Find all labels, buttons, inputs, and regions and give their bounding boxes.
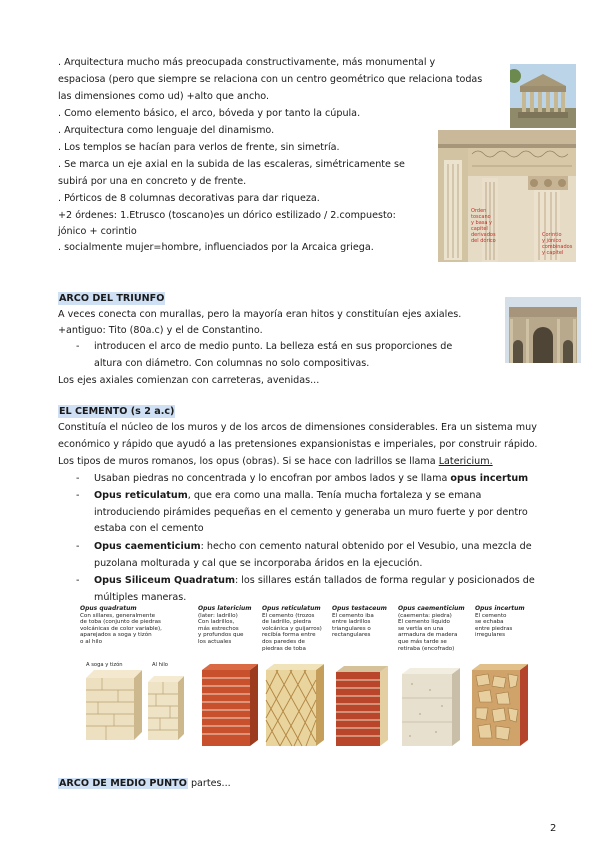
text-line: puzolana molturada y cal que se incorporaba áridos en la ejecución.: [94, 558, 423, 569]
classical-orders-figure: [438, 130, 576, 262]
opus-types-figure: [80, 604, 535, 752]
opus-latericium-illustration: [202, 664, 258, 746]
opus-caption: Opus testaceum El cemento iba entre ladrillos triangulares o rectangulares: [332, 605, 387, 639]
text-line: . Como elemento básico, el arco, bóveda y por tanto la cúpula.: [58, 108, 361, 119]
opus-reticulatum-illustration: [266, 664, 324, 746]
opus-caementicium-illustration: [402, 668, 460, 746]
text-line: . Se marca un eje axial en la subida de las escaleras, simétricamente se: [58, 159, 405, 170]
bullet-dash: -: [76, 341, 80, 352]
section-heading-arco-medio-punto: ARCO DE MEDIO PUNTO: [59, 778, 187, 789]
text-line: Constituía el núcleo de los muros y de los arcos de dimensiones considerables. Era un sistema muy: [58, 422, 537, 433]
opus-caption: Opus quadratum Con sillares, generalmente de toba (conjunto de piedras volcánicas de color variable), aparejados a soga y tizón o al hilo: [80, 605, 162, 645]
opus-quadratum-illustration: [86, 661, 184, 740]
opus-caption: Opus incertum El cemento se echaba entre piedras irregulares: [475, 605, 525, 639]
text-line: Opus caementicium: hecho con cemento natural obtenido por el Vesubio, una mezcla de: [94, 541, 532, 552]
opus-caption: Opus reticulatum El cemento (trozos de ladrillo, piedra volcánica y guijarros) recibía forma entre dos paredes de piedras de toba: [262, 605, 322, 652]
text-line: . Arquitectura mucho más preocupada constructivamente, más monumental y: [58, 57, 436, 68]
text-line: A veces conecta con murallas, pero la mayoría eran hitos y constituían ejes axiales.: [58, 309, 462, 320]
triumphal-arch-photo: [505, 297, 581, 363]
text-line: . Los templos se hacían para verlos de frente, sin simetría.: [58, 142, 340, 153]
text-line: estaba con el cemento: [94, 523, 204, 534]
page-number: 2: [550, 823, 557, 834]
text-line: +2 órdenes: 1.Etrusco (toscano)es un dórico estilizado / 2.compuesto:: [58, 210, 396, 221]
text-line: subirá por una en concreto y de frente.: [58, 176, 247, 187]
text-line: económico y rápido que ayudó a las pretensiones expansionistas e imperiales, por construir rápido.: [58, 439, 538, 450]
text-line: Usaban piedras no concentrada y lo encofran por ambos lados y se llama opus incertum: [94, 473, 529, 484]
opus-caption: Opus latericium (later: ladrillo) Con ladrillos, más estrechos y profundos que los actuales: [198, 605, 252, 645]
latericium-term: Latericium.: [438, 456, 493, 467]
roman-temple-photo: [510, 64, 576, 128]
bullet-dash: -: [76, 575, 80, 586]
opus-caption: Opus caementicium (caementa: piedra) El cemento líquido se vertía en una armadura de madera que más tarde se retiraba (encofrado): [398, 605, 465, 652]
text-line: las dimensiones como ud) +alto que ancho.: [58, 91, 270, 102]
text-line: . Arquitectura como lenguaje del dinamismo.: [58, 125, 275, 136]
text-line: altura con diámetro. Con columnas no solo compositivas.: [94, 358, 370, 369]
compuesto-label: Corintio y jónico combinados y capitel: [542, 232, 573, 256]
bullet-dash: -: [76, 490, 80, 501]
soga-tizon-tag: A soga y tizón: [86, 662, 123, 668]
text-line: introducen el arco de medio punto. La belleza está en sus proporciones de: [94, 341, 453, 352]
text-line: Opus reticulatum, que era como una malla. Tenía mucha fortaleza y se emana: [94, 490, 482, 501]
bullet-dash: -: [76, 541, 80, 552]
section-heading-cemento: EL CEMENTO (s 2 a.c): [59, 406, 175, 417]
text-line: Opus Siliceum Quadratum: los sillares están tallados de forma regular y posicionados de: [94, 575, 535, 586]
bullet-dash: -: [76, 473, 80, 484]
section-heading-arco-triunfo: ARCO DEL TRIUNFO: [59, 293, 165, 304]
text-line: . Pórticos de 8 columnas decorativas para dar riqueza.: [58, 193, 320, 204]
text-line: introduciendo pirámides pequeñas en el cemento y generaba un muro fuerte y por dentro: [94, 507, 528, 518]
text-line: jónico + corintio: [58, 226, 137, 237]
text-line: . socialmente mujer=hombre, influenciados por la Arcaica griega.: [58, 242, 374, 253]
toscano-label: Orden toscano y basa y capitel derivados del dórico: [471, 208, 496, 244]
opus-incertum-illustration: [472, 664, 528, 746]
text-line: Los tipos de muros romanos, los opus (obras). Si se hace con ladrillos se llama Latericium.: [58, 456, 493, 467]
text-line: +antiguo: Tito (80a.c) y el de Constantino.: [58, 325, 263, 336]
text-line: ARCO DE MEDIO PUNTO partes...: [59, 778, 231, 789]
opus-testaceum-illustration: [336, 666, 388, 746]
text-line: espaciosa (pero que siempre se relaciona con un centro geométrico que relaciona todas: [58, 74, 483, 85]
al-hilo-tag: Al hilo: [152, 662, 168, 668]
text-line: Los ejes axiales comienzan con carreteras, avenidas...: [58, 375, 320, 386]
text-line: múltiples maneras.: [94, 592, 187, 603]
